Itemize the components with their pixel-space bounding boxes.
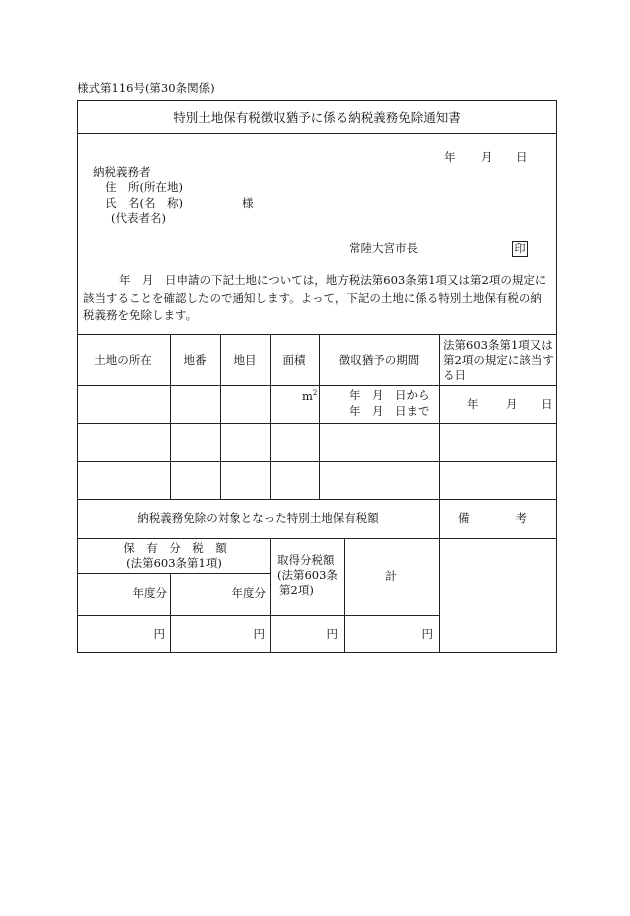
notice-line-3: 税義務を免除します。 — [83, 308, 198, 322]
total-label: 計 — [385, 569, 397, 583]
yen-2: 円 — [253, 627, 265, 641]
acquisition-tax-ref-2: 第2項) — [279, 583, 314, 597]
date-month: 月 — [481, 150, 493, 164]
header-location: 土地の所在 — [94, 353, 152, 367]
holding-tax-ref: (法第603条第1項) — [126, 556, 222, 570]
header-deferral-period: 徴収猶予の期間 — [338, 353, 420, 367]
header-area: 面積 — [282, 353, 306, 367]
area-unit: $m^2$ — [302, 388, 318, 403]
notice-line-2: 該当することを確認したので通知します。よって，下記の土地に係る特別土地保有税の納 — [83, 290, 542, 305]
divider-holding-tax — [77, 573, 270, 574]
col-acquisition — [270, 538, 271, 653]
fiscal-year-2: 年度分 — [231, 586, 266, 600]
address-label: 住 所(所在地) — [105, 180, 183, 194]
yen-1: 円 — [153, 627, 165, 641]
applicable-month: 月 — [506, 397, 518, 411]
date-day: 日 — [516, 150, 528, 164]
acquisition-tax-label: 取得分税額 — [277, 553, 335, 567]
header-applicable-date: 法第603条第1項又は第2項の規定に該当する日 — [443, 338, 554, 382]
col-remarks — [439, 499, 440, 653]
col-area — [270, 334, 271, 499]
period-from: 年 月 日から — [349, 388, 430, 402]
divider-yen-row — [77, 615, 439, 616]
applicable-year: 年 — [467, 397, 479, 411]
header-lot-number: 地番 — [183, 353, 207, 367]
applicable-day: 日 — [541, 397, 553, 411]
col-applicable-date — [439, 334, 440, 499]
name-label: 氏 名(名 称) — [105, 196, 183, 210]
date-year: 年 — [444, 150, 456, 164]
divider-land-header-top — [77, 334, 557, 335]
yen-3: 円 — [326, 627, 338, 641]
remarks-label: 備 考 — [458, 511, 527, 525]
period-to: 年 月 日まで — [349, 404, 430, 418]
divider-title — [77, 133, 557, 134]
taxpayer-heading: 納税義務者 — [93, 165, 151, 179]
notice-line-1: 年 月 日申請の下記土地については，地方税法第603条第1項又は第2項の規定に — [119, 273, 547, 287]
divider-land-row-2 — [77, 461, 557, 462]
divider-land-header-bottom — [77, 385, 557, 386]
issuer-name: 常陸大宮市長 — [349, 241, 418, 255]
yen-4: 円 — [421, 627, 433, 641]
holding-tax-label: 保 有 分 税 額 — [123, 541, 227, 555]
form-number: 様式第116号(第30条関係) — [77, 81, 215, 95]
representative-label: (代表者名) — [111, 211, 166, 225]
header-land-category: 地目 — [233, 353, 257, 367]
divider-land-row-3 — [77, 499, 557, 500]
col-category — [220, 334, 221, 499]
divider-land-row-1 — [77, 423, 557, 424]
divider-tax-heading — [77, 538, 557, 539]
notice-paragraph — [83, 272, 553, 325]
col-fiscal-split — [170, 573, 171, 653]
col-total — [344, 538, 345, 653]
document-title: 特別土地保有税徴収猶予に係る納税義務免除通知書 — [173, 110, 461, 125]
tax-heading: 納税義務免除の対象となった特別土地保有税額 — [137, 511, 379, 525]
seal-stamp: 印 — [512, 241, 528, 257]
col-period — [319, 334, 320, 499]
fiscal-year-1: 年度分 — [132, 586, 167, 600]
col-lot — [170, 334, 171, 499]
acquisition-tax-ref-1: (法第603条 — [277, 568, 338, 582]
honorific-sama: 様 — [242, 196, 254, 210]
